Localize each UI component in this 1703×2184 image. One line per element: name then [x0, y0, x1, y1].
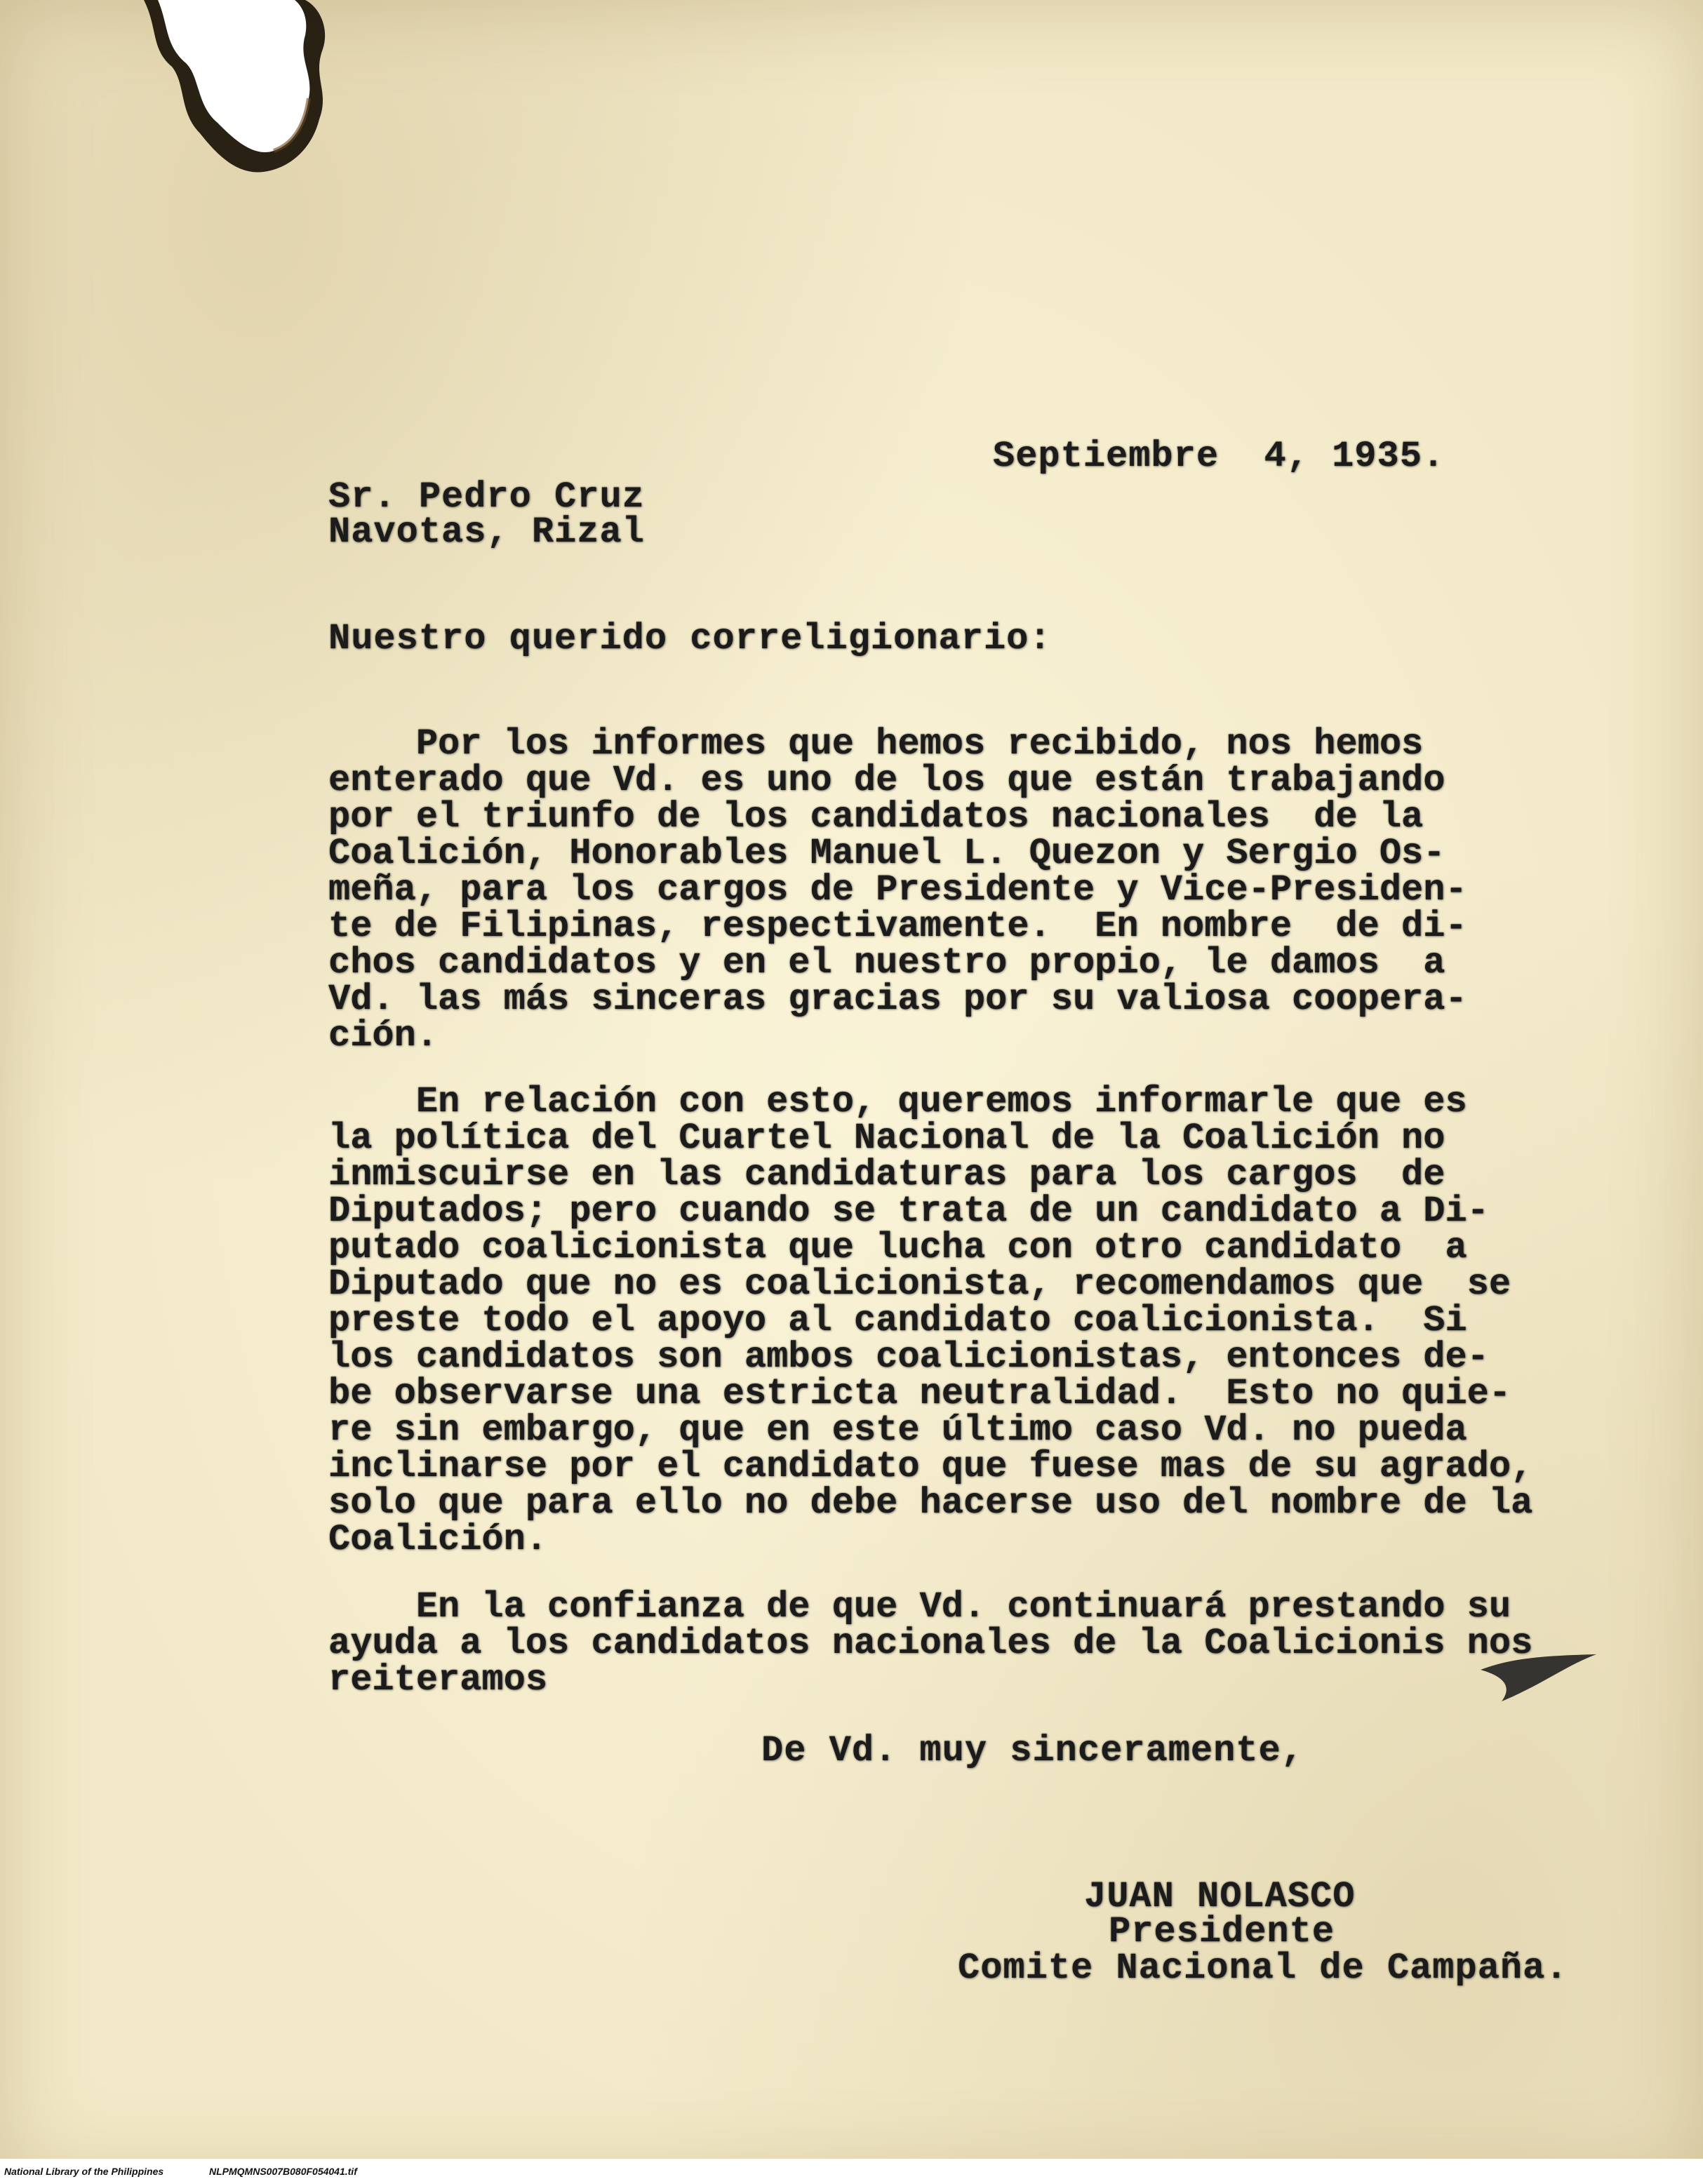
scan-footer	[0, 2159, 1703, 2184]
signatory-title: Presidente	[1109, 1911, 1335, 1952]
recipient-location: Navotas, Rizal	[328, 511, 645, 553]
paragraph-line: Coalición.	[328, 1519, 548, 1560]
signatory-organization: Comite Nacional de Campaña.	[958, 1948, 1568, 1989]
paragraph-line: Diputados; pero cuando se trata de un candidato a Di-	[328, 1191, 1489, 1232]
paragraph-3	[328, 1586, 1533, 1701]
paragraph-line: preste todo el apoyo al candidato coalicionista. Si	[328, 1300, 1467, 1341]
paragraph-1	[328, 723, 1467, 1057]
paragraph-line: Vd. las más sinceras gracias por su valiosa coopera-	[328, 979, 1467, 1020]
paragraph-line: En relación con esto, queremos informarle que es	[328, 1081, 1467, 1123]
paragraph-line: la política del Cuartel Nacional de la Coalición no	[328, 1118, 1445, 1159]
signatory-name: JUAN NOLASCO	[1084, 1876, 1356, 1917]
paragraph-line: enterado que Vd. es uno de los que están trabajando	[328, 760, 1445, 801]
ink-arrow-mark	[1481, 1628, 1600, 1705]
paragraph-line: meña, para los cargos de Presidente y Vice-Presiden-	[328, 869, 1467, 911]
salutation: Nuestro querido correligionario:	[328, 618, 1052, 659]
paragraph-line: Coalición, Honorables Manuel L. Quezon y Sergio Os-	[328, 833, 1445, 874]
paragraph-2	[328, 1081, 1533, 1560]
paragraph-line: Por los informes que hemos recibido, nos hemos	[328, 723, 1424, 765]
paragraph-line: ayuda a los candidatos nacionales de la Coalicionis nos	[328, 1623, 1533, 1664]
letter-date: Septiembre 4, 1935.	[993, 436, 1445, 477]
paragraph-line: por el triunfo de los candidatos nacionales de la	[328, 796, 1424, 838]
paragraph-line: be observarse una estricta neutralidad. Esto no quie-	[328, 1373, 1511, 1414]
paragraph-line: inmiscuirse en las candidaturas para los cargos de	[328, 1154, 1445, 1195]
burn-hole	[130, 0, 333, 189]
paragraph-line: ción.	[328, 1015, 439, 1057]
paragraph-line: los candidatos son ambos coalicionistas, entonces de-	[328, 1336, 1489, 1378]
paragraph-line: re sin embargo, que en este último caso Vd. no pueda	[328, 1409, 1467, 1451]
paragraph-line: En la confianza de que Vd. continuará prestando su	[328, 1586, 1511, 1628]
paragraph-line: reiteramos	[328, 1659, 548, 1701]
paragraph-line: te de Filipinas, respectivamente. En nombre de di-	[328, 906, 1467, 947]
paragraph-line: inclinarse por el candidato que fuese mas de su agrado,	[328, 1446, 1533, 1487]
closing: De Vd. muy sinceramente,	[761, 1730, 1304, 1771]
paragraph-line: solo que para ello no debe hacerse uso del nombre de la	[328, 1482, 1533, 1524]
paragraph-line: Diputado que no es coalicionista, recomendamos que se	[328, 1264, 1511, 1305]
recipient-name: Sr. Pedro Cruz	[328, 476, 645, 518]
library-label: National Library of the Philippines	[4, 2166, 164, 2177]
paragraph-line: chos candidatos y en el nuestro propio, le damos a	[328, 942, 1445, 984]
file-id: NLPMQMNS007B080F054041.tif	[209, 2166, 357, 2177]
paragraph-line: putado coalicionista que lucha con otro candidato a	[328, 1227, 1467, 1268]
